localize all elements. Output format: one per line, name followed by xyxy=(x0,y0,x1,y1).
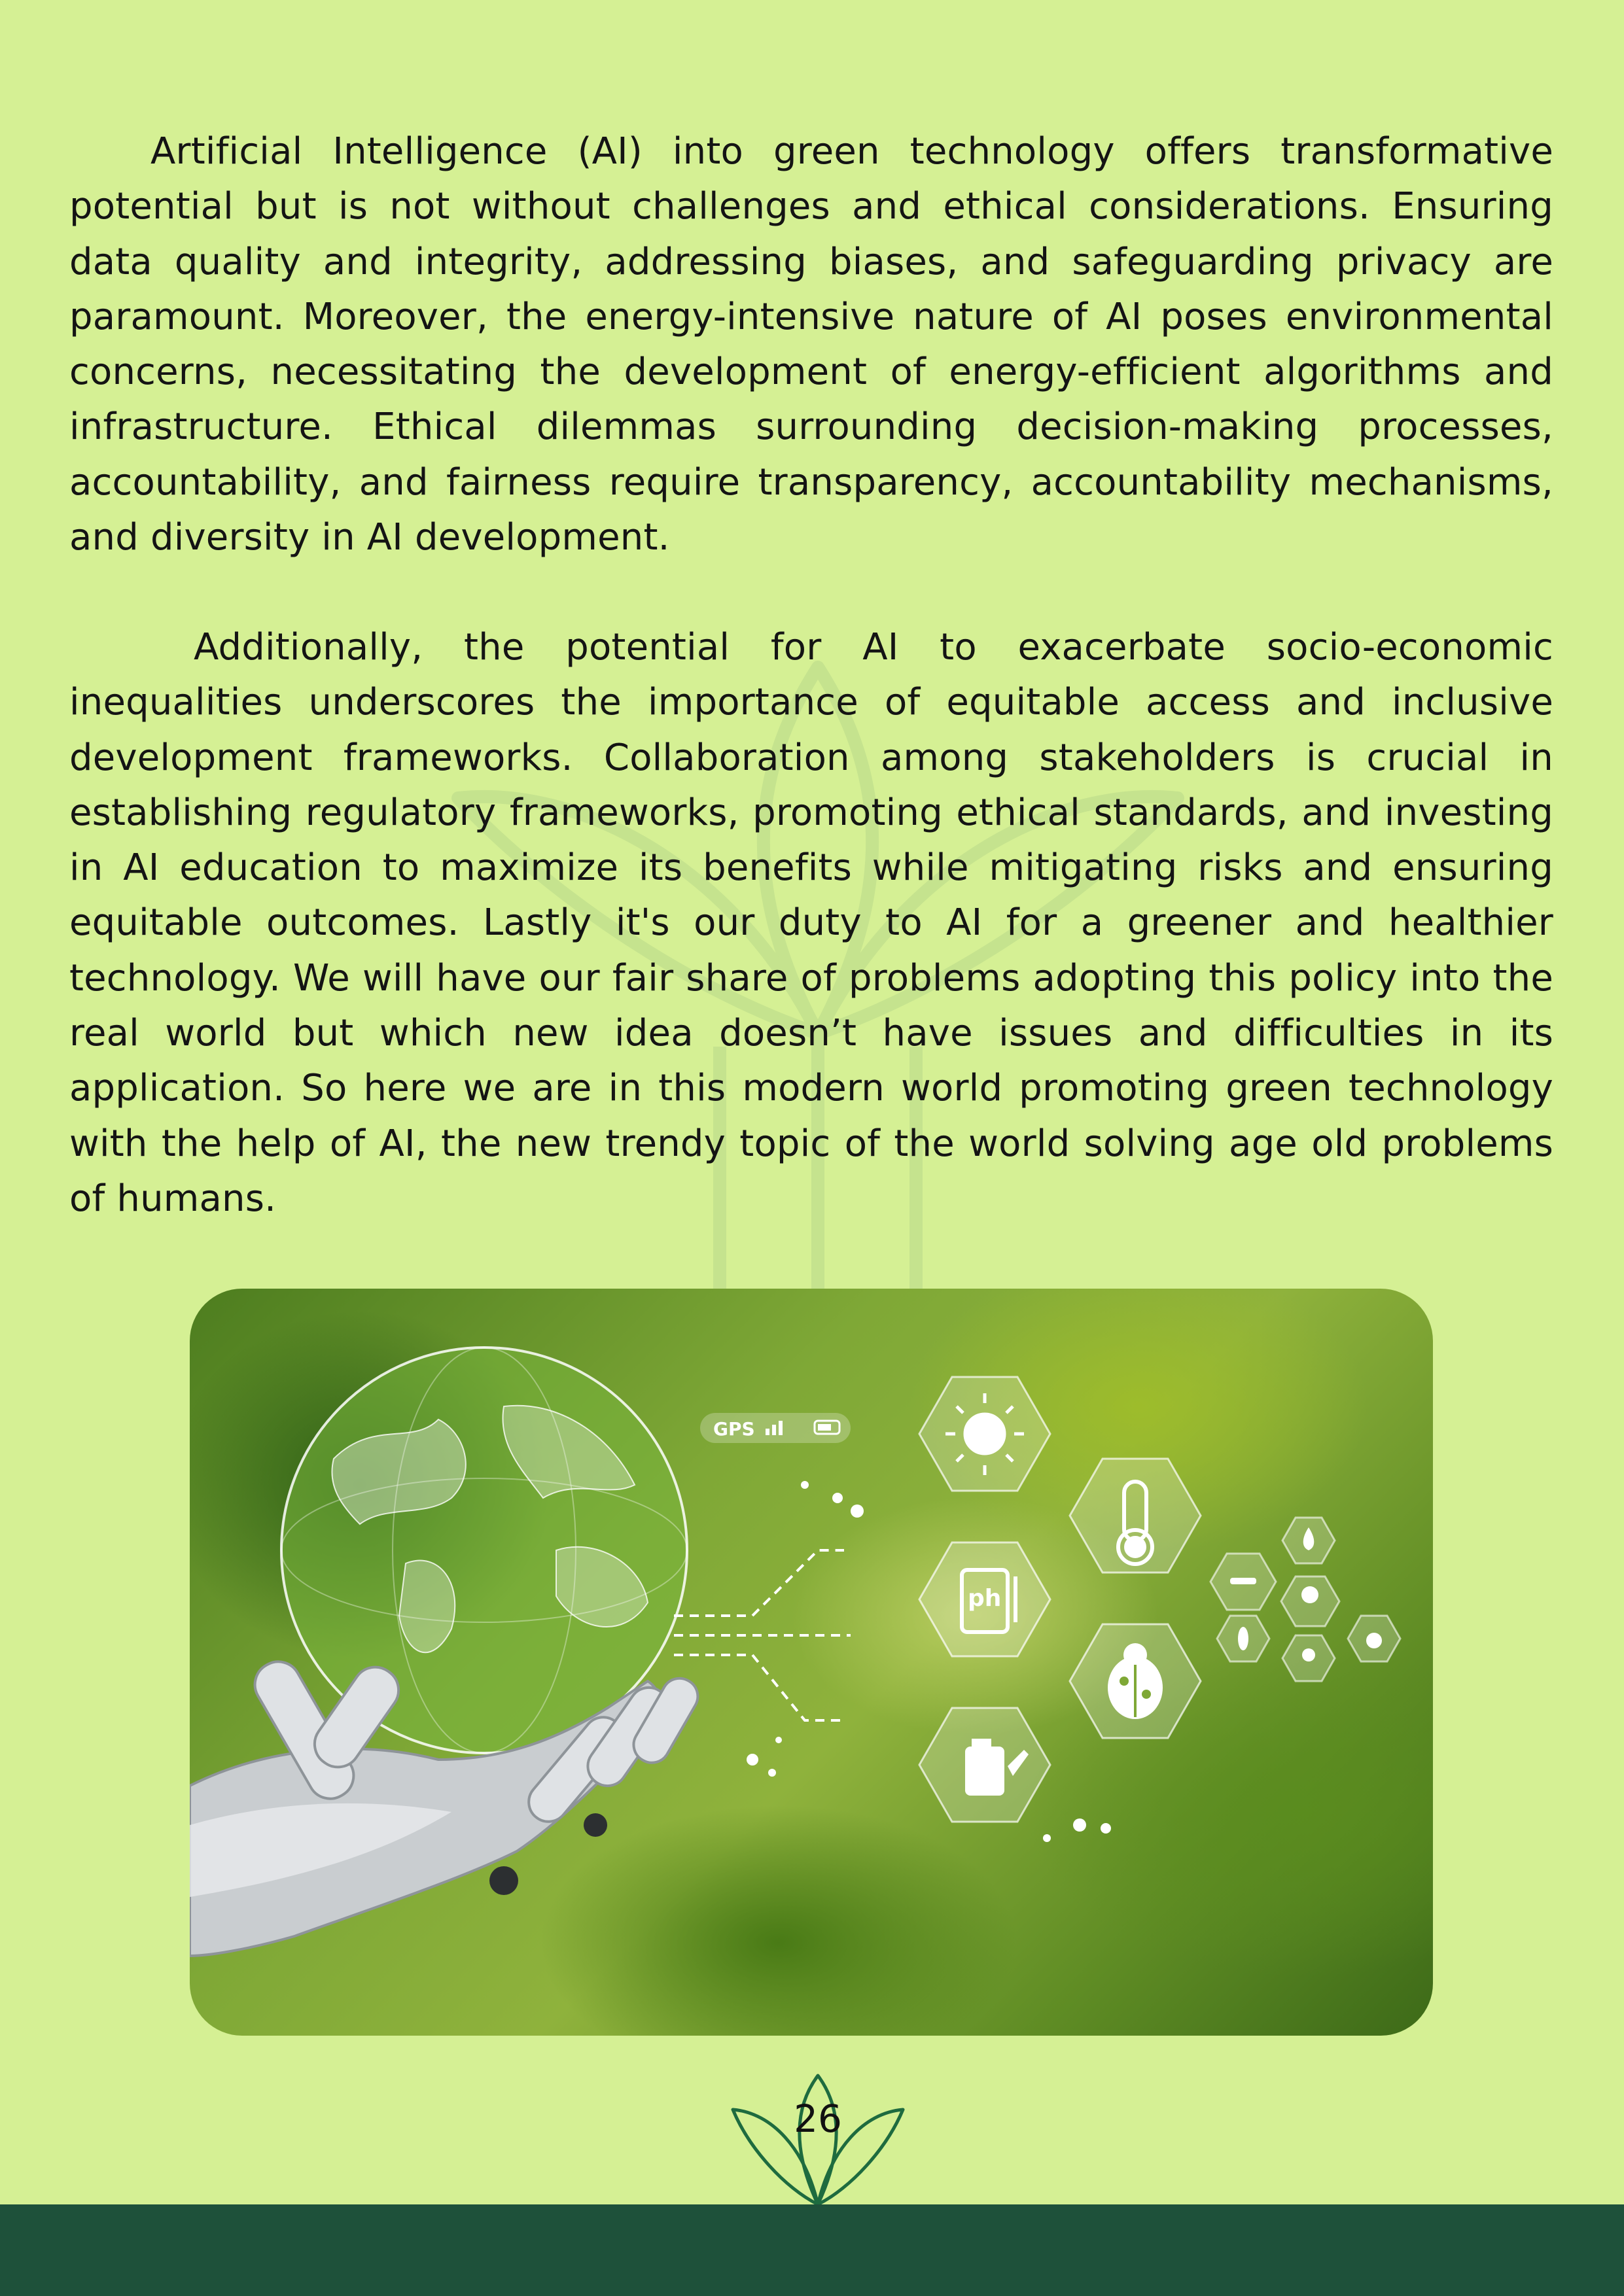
location-pin-icon xyxy=(1302,1648,1315,1661)
gps-status-bar xyxy=(700,1413,851,1443)
page-number-badge xyxy=(726,2070,909,2208)
bug-icon xyxy=(1366,1633,1382,1648)
page-number: 26 xyxy=(794,2096,842,2141)
globe-icon xyxy=(281,1348,687,1753)
gps-label: GPS xyxy=(713,1418,755,1440)
wheat-icon xyxy=(1238,1627,1248,1650)
body-paragraph-2: Additionally, the potential for AI to exacerbate socio-economic inequalities underscores the importance of equitable access and inclusive development frameworks. Collaboration among stakeholders is crucial in establishing regulatory frameworks, promoting ethical standards, and investing in AI education to maximize its benefits while mitigating risks and ensuring equitable outcomes. Lastly it's our duty to AI for a greener and healthier technology. We will have our fair share of problems adopting this policy into the real world but which new idea doesn’t have issues and difficulties in its application. So here we are in this modern world promoting green technology with the help of AI, the new trendy topic of the world solving age old problems of humans. xyxy=(69,626,1553,1220)
ai-green-technology-illustration xyxy=(190,1289,1433,2036)
ph-label: ph xyxy=(968,1585,1002,1612)
body-paragraph-1: Artificial Intelligence (AI) into green technology offers transformative potential but is not without challenges and ethical considerations. Ensuring data quality and integrity, addressing biases, and safeguarding privacy are paramount. Moreover, the energy-intensive nature of AI poses environmental concerns, necessitating the development of energy-efficient algorithms and infrastructure. Ethical dilemmas surrounding decision-making processes, accountability, and fairness require transparency, accountability mechanisms, and diversity in AI development. xyxy=(69,130,1553,559)
data-flow-arrows xyxy=(674,1550,851,1720)
drone-icon xyxy=(1230,1578,1256,1584)
farmer-icon xyxy=(1301,1586,1318,1603)
footer-band xyxy=(0,2204,1624,2296)
